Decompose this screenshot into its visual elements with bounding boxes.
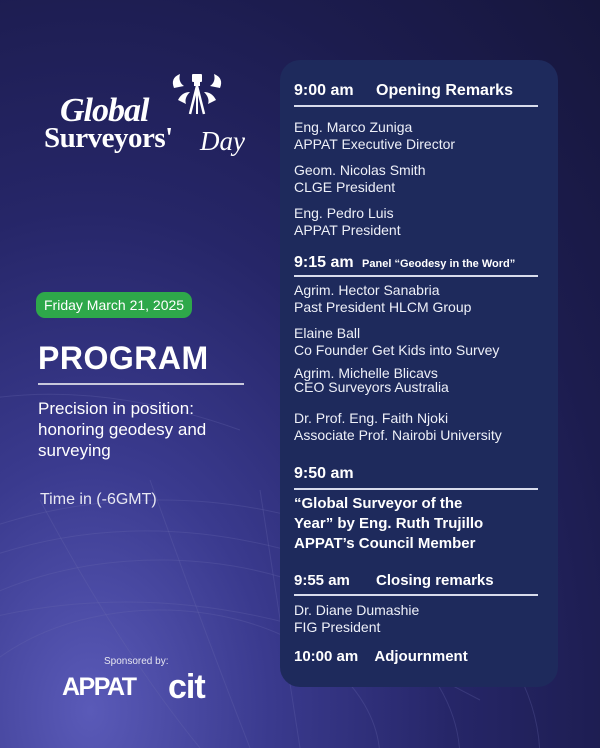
tagline: Precision in position: honoring geodesy and surveying (38, 399, 207, 460)
title-divider (38, 383, 244, 385)
speaker-role: Co Founder Get Kids into Survey (294, 342, 500, 358)
speaker-role: CLGE President (294, 179, 396, 195)
appat-logo: APPAT (62, 673, 136, 701)
cit-logo: cit (168, 668, 205, 706)
logo-surveyors-text: Surveyors' (44, 122, 173, 154)
speaker-role: Past President HLCM Group (294, 299, 472, 315)
speaker-item (294, 205, 401, 239)
surveyor-tripod-icon (168, 70, 226, 116)
speaker-item (294, 325, 499, 359)
speaker-item (294, 410, 502, 444)
speaker-role: APPAT Executive Director (294, 136, 456, 152)
timezone-note: Time in (-6GMT) (40, 491, 157, 508)
page-title: PROGRAM (38, 340, 209, 376)
speaker-item (294, 119, 455, 153)
slot-time: 9:00 am (294, 82, 354, 99)
slot-time: 9:55 am (294, 572, 350, 589)
slot-title: Opening Remarks (376, 82, 513, 99)
speaker-name: Dr. Prof. Eng. Faith Njoki (294, 410, 449, 426)
speaker-role: APPAT President (294, 222, 401, 238)
schedule-card (280, 60, 558, 687)
speaker-name: Eng. Pedro Luis (294, 205, 394, 221)
global-surveyors-day-logo (40, 70, 245, 170)
speaker-item (294, 366, 449, 394)
speaker-item (294, 162, 425, 196)
speaker-name: Eng. Marco Zuniga (294, 119, 413, 135)
slot-title: Closing remarks (376, 572, 494, 589)
logo-global-text: Global (60, 92, 149, 129)
award-line: APPAT’s Council Member (294, 535, 476, 552)
speaker-item (294, 282, 471, 316)
logo-day-text: Day (200, 126, 245, 156)
speaker-name: Dr. Diane Dumashie (294, 602, 420, 618)
slot-title: Panel “Geodesy in the Word” (362, 258, 516, 270)
award-description (294, 494, 483, 554)
schedule-item-closing (294, 572, 494, 589)
speaker-role: CEO Surveyors Australia (294, 379, 449, 395)
schedule-item-adjournment (294, 648, 468, 665)
speaker-name: Agrim. Hector Sanabria (294, 282, 440, 298)
schedule-item-opening (294, 82, 513, 100)
speaker-role: Associate Prof. Nairobi University (294, 427, 502, 443)
award-line: “Global Surveyor of the (294, 495, 463, 512)
schedule-item-panel (294, 254, 515, 272)
award-line: Year” by Eng. Ruth Trujillo (294, 515, 484, 532)
slot-time: 9:50 am (294, 465, 354, 482)
section-divider (294, 594, 538, 596)
section-divider (294, 488, 538, 490)
section-divider (294, 275, 538, 277)
speaker-name: Geom. Nicolas Smith (294, 162, 426, 178)
speaker-name: Agrim. Michelle Blicavs (294, 365, 438, 381)
speaker-item (294, 602, 419, 636)
speaker-role: FIG President (294, 619, 381, 635)
event-date-badge: Friday March 21, 2025 (36, 292, 192, 318)
sponsors-label: Sponsored by: (104, 656, 169, 667)
slot-time: 10:00 am (294, 648, 359, 665)
section-divider (294, 105, 538, 107)
slot-title: Adjournment (374, 648, 468, 665)
slot-time: 9:15 am (294, 254, 354, 271)
schedule-item-award (294, 465, 354, 483)
speaker-name: Elaine Ball (294, 325, 361, 341)
